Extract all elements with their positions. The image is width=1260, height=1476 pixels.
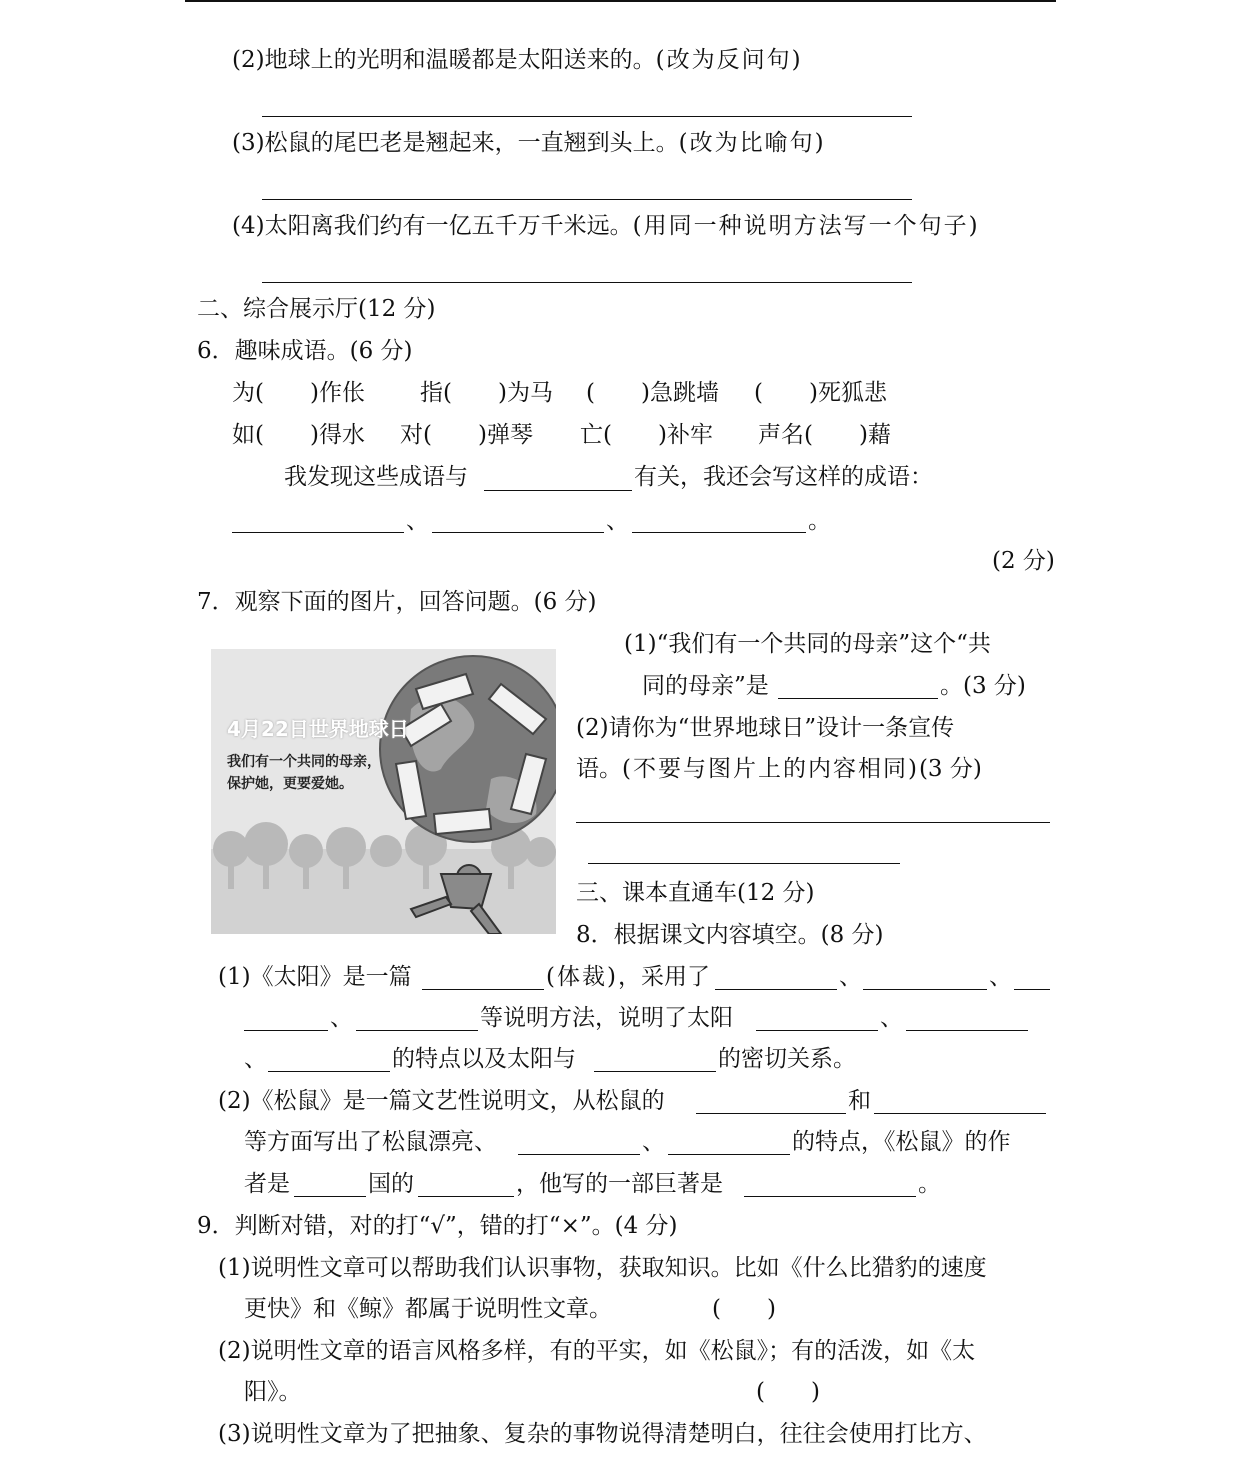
q6-discover-a: 我发现这些成语与 <box>284 464 468 490</box>
poster-title: 4月22日世界地球日 <box>227 717 409 741</box>
q6-discover-b: 有关，我还会写这样的成语： <box>634 464 933 490</box>
q8-part1-blank-method-3b[interactable] <box>244 1030 328 1031</box>
q8-part2-c: 等方面写出了松鼠漂亮、 <box>244 1129 497 1155</box>
q8-part1-blank-method-3a[interactable] <box>1014 989 1050 990</box>
q6-idiom-1-4[interactable]: ( )死狐悲 <box>754 380 887 406</box>
q8-part1-g: 等说明方法，说明了太阳 <box>480 1005 733 1031</box>
q5-item-2-hint: (改为反问句) <box>655 47 803 73</box>
q8-part2-g: 国的 <box>368 1171 414 1197</box>
q8-part2-blank-aspect-1[interactable] <box>696 1113 846 1114</box>
q6-idiom-blank-3[interactable] <box>632 532 806 533</box>
q5-item-3-text: (3)松鼠的尾巴老是翘起来，一直翘到头上。 <box>232 130 679 156</box>
q7-part2-line1: (2)请你为“世界地球日”设计一条宣传 <box>576 715 955 741</box>
q8-part1-blank-feature-1[interactable] <box>756 1030 878 1031</box>
q8-part1-a: (1)《太阳》是一篇 <box>218 964 412 990</box>
q7-part2-line2a: 语。 <box>576 756 622 782</box>
q6-score: (2 分) <box>992 548 1055 574</box>
q7-part2-score: (3 分) <box>918 756 982 782</box>
q8-part2-h: ，他写的一部巨著是 <box>516 1171 723 1197</box>
q8-part2-b: 和 <box>848 1088 871 1114</box>
q6-idiom-blank-2[interactable] <box>432 532 604 533</box>
q6-sep-1: 、 <box>406 508 429 534</box>
q8-part1-blank-feature-2[interactable] <box>906 1030 1028 1031</box>
q8-part2-blank-trait-2[interactable] <box>668 1154 790 1155</box>
q7-part2-answer-line-2[interactable] <box>588 863 900 864</box>
q8-part2-a: (2)《松鼠》是一篇文艺性说明文，从松鼠的 <box>218 1088 665 1114</box>
q5-answer-line-4[interactable] <box>262 282 912 283</box>
q6-idiom-1-2[interactable]: 指( )为马 <box>420 380 553 406</box>
q8-part1-sep-4: 、 <box>880 1005 903 1031</box>
q7-part1-line1: (1)“我们有一个共同的母亲”这个“共 <box>624 631 991 657</box>
q8-part2-blank-country[interactable] <box>294 1196 366 1197</box>
q8-part2-d: 、 <box>642 1129 665 1155</box>
q6-idiom-2-2[interactable]: 对( )弹琴 <box>400 422 533 448</box>
q8-part2-blank-work[interactable] <box>744 1196 916 1197</box>
q9-item-2-line1: (2)说明性文章的语言风格多样，有的平实，如《松鼠》；有的活泼，如《太 <box>218 1338 976 1364</box>
q9-item-1-line1: (1)说明性文章可以帮助我们认识事物，获取知识。比如《什么比猎豹的速度 <box>218 1255 987 1281</box>
q7-part1-blank[interactable] <box>778 698 938 699</box>
q6-idiom-2-3[interactable]: 亡( )补牢 <box>580 422 713 448</box>
q8-part1-genre-hint: (体裁) <box>546 964 618 990</box>
q5-item-2-text: (2)地球上的光明和温暖都是太阳送来的。 <box>232 47 656 73</box>
q8-part2-f: 者是 <box>244 1171 290 1197</box>
q6-discover-blank[interactable] <box>484 490 632 491</box>
q6-idiom-1-3[interactable]: ( )急跳墙 <box>586 380 719 406</box>
q7-part2-hint: (不要与图片上的内容相同) <box>622 756 919 782</box>
q8-part1-sep-5: 、 <box>244 1046 267 1072</box>
q7-part1-line2a: 同的母亲”是 <box>642 673 769 699</box>
q5-item-4-hint: (用同一种说明方法写一个句子) <box>632 213 980 239</box>
q5-item-3 <box>232 132 826 155</box>
q8-part1-blank-relation[interactable] <box>594 1071 716 1072</box>
q8-part1-blank-genre[interactable] <box>422 989 544 990</box>
q8-part1-sep-1: 、 <box>839 964 862 990</box>
q6-idiom-2-4[interactable]: 声名( )藉 <box>758 422 891 448</box>
section-2-title: 二、综合展示厅(12 分) <box>197 296 436 322</box>
q7-part1-line2b: 。(3 分) <box>940 673 1026 699</box>
q5-item-4 <box>232 215 980 238</box>
q8-part2-blank-aspect-2[interactable] <box>874 1113 1046 1114</box>
q6-title: 6．趣味成语。(6 分) <box>197 338 413 364</box>
section-3-title: 三、课本直通车(12 分) <box>576 880 815 906</box>
q9-item-2-answer[interactable]: ( ) <box>756 1379 820 1405</box>
q7-title: 7．观察下面的图片，回答问题。(6 分) <box>197 589 597 615</box>
q8-part2-blank-trait-1[interactable] <box>518 1154 640 1155</box>
poster-slogan-2: 保护她，更要爱她。 <box>227 776 353 792</box>
top-rule <box>185 0 1056 2</box>
q8-part2-i: 。 <box>918 1171 941 1197</box>
q8-title: 8．根据课文内容填空。(8 分) <box>576 922 884 948</box>
q6-end: 。 <box>808 508 831 534</box>
q6-idiom-2-1[interactable]: 如( )得水 <box>232 422 365 448</box>
q6-sep-2: 、 <box>606 508 629 534</box>
q8-part1-blank-method-4[interactable] <box>356 1030 478 1031</box>
q5-answer-line-2[interactable] <box>262 116 912 117</box>
q9-item-1-line2: 更快》和《鲸》都属于说明性文章。 <box>244 1296 612 1322</box>
poster-slogan-1: 我们有一个共同的母亲， <box>227 754 381 770</box>
q9-item-3-line1: (3)说明性文章为了把抽象、复杂的事物说得清楚明白，往往会使用打比方、 <box>218 1421 987 1447</box>
q5-item-2 <box>232 49 803 72</box>
q5-item-4-text: (4)太阳离我们约有一亿五千万千米远。 <box>232 213 633 239</box>
q8-part1-blank-method-2[interactable] <box>863 989 987 990</box>
q9-title: 9．判断对错，对的打“√”，错的打“×”。(4 分) <box>197 1213 678 1239</box>
q8-part2-blank-author[interactable] <box>418 1196 514 1197</box>
q5-item-3-hint: (改为比喻句) <box>678 130 826 156</box>
q8-part1-k: 的密切关系。 <box>718 1046 856 1072</box>
q8-part1-j: 的特点以及太阳与 <box>392 1046 576 1072</box>
q7-part2-line2 <box>576 758 982 781</box>
q6-idiom-blank-1[interactable] <box>232 532 404 533</box>
q8-part1-c: ，采用了 <box>617 964 710 990</box>
q8-part1-sep-2: 、 <box>989 964 1012 990</box>
q8-part1-hint <box>546 966 710 989</box>
q9-item-1-answer[interactable]: ( ) <box>712 1296 776 1322</box>
q8-part2-e: 的特点，《松鼠》的作 <box>792 1129 1011 1155</box>
q8-part1-sep-3: 、 <box>330 1005 353 1031</box>
q5-answer-line-3[interactable] <box>262 199 912 200</box>
q9-item-2-line2: 阳》。 <box>244 1379 302 1405</box>
q8-part1-blank-method-1[interactable] <box>715 989 837 990</box>
q8-part1-blank-feature-3[interactable] <box>268 1071 390 1072</box>
q7-part2-answer-line-1[interactable] <box>576 822 1050 823</box>
q6-idiom-1-1[interactable]: 为( )作伥 <box>232 380 365 406</box>
earth-day-poster <box>211 649 556 934</box>
